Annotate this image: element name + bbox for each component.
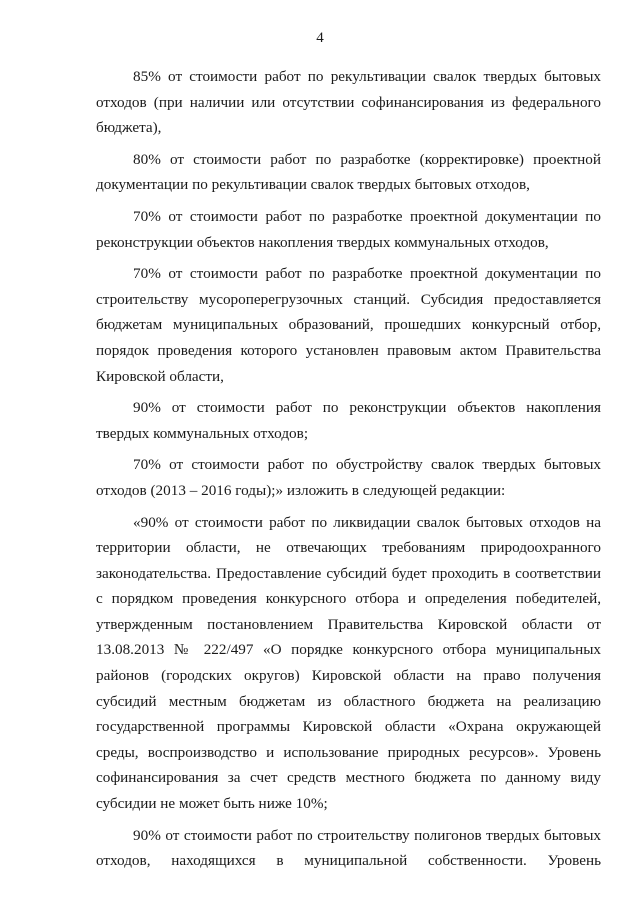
page-number: 4 (316, 30, 324, 46)
paragraph-7: «90% от стоимости работ по ликвидации свалок бытовых отходов на территории области, не отвечающих требованиям природоохранного законодательства. Предоставление субсидий будет проходить в соответствии с порядком проведения конкурсного отбора и определения победителей, утвержденным постановлением Правительства Кировской области от 13.08.2013 № 222/497 «О порядке конкурсного отбора муниципальных районов (городских округов) Кировской области на право получения субсидий местным бюджетам из областного бюджета на реализацию государственной программы Кировской области «Охрана окружающей среды, воспроизводство и использование природных ресурсов». Уровень софинансирования за счет средств местного бюджета по данному виду субсидии не может быть ниже 10%; (96, 513, 601, 813)
paragraph-6: 70% от стоимости работ по обустройству свалок твердых бытовых отходов (2013 – 2016 годы);» изложить в следующей редакции: (96, 456, 601, 499)
document-body (96, 64, 601, 880)
paragraph-2: 80% от стоимости работ по разработке (корректировке) проектной документации по рекультивации свалок твердых бытовых отходов, (96, 150, 601, 194)
paragraph-1: 85% от стоимости работ по рекультивации свалок твердых бытовых отходов (при наличии или отсутствии софинансирования из федерального бюджета), (96, 68, 601, 137)
paragraph-5: 90% от стоимости работ по реконструкции объектов накопления твердых коммунальных отходов; (96, 399, 601, 442)
paragraph-3: 70% от стоимости работ по разработке проектной документации по реконструкции объектов накопления твердых коммунальных отходов, (96, 207, 601, 251)
paragraph-8: 90% от стоимости работ по строительству полигонов твердых бытовых отходов, находящихся в муниципальной собственности. Уровень (96, 826, 601, 870)
paragraph-4: 70% от стоимости работ по разработке проектной документации по строительству мусороперегрузочных станций. Субсидия предоставляется бюджетам муниципальных образований, прошедших конкурсный отбор, порядок проведения которого установлен правовым актом Правительства Кировской области, (96, 265, 601, 385)
